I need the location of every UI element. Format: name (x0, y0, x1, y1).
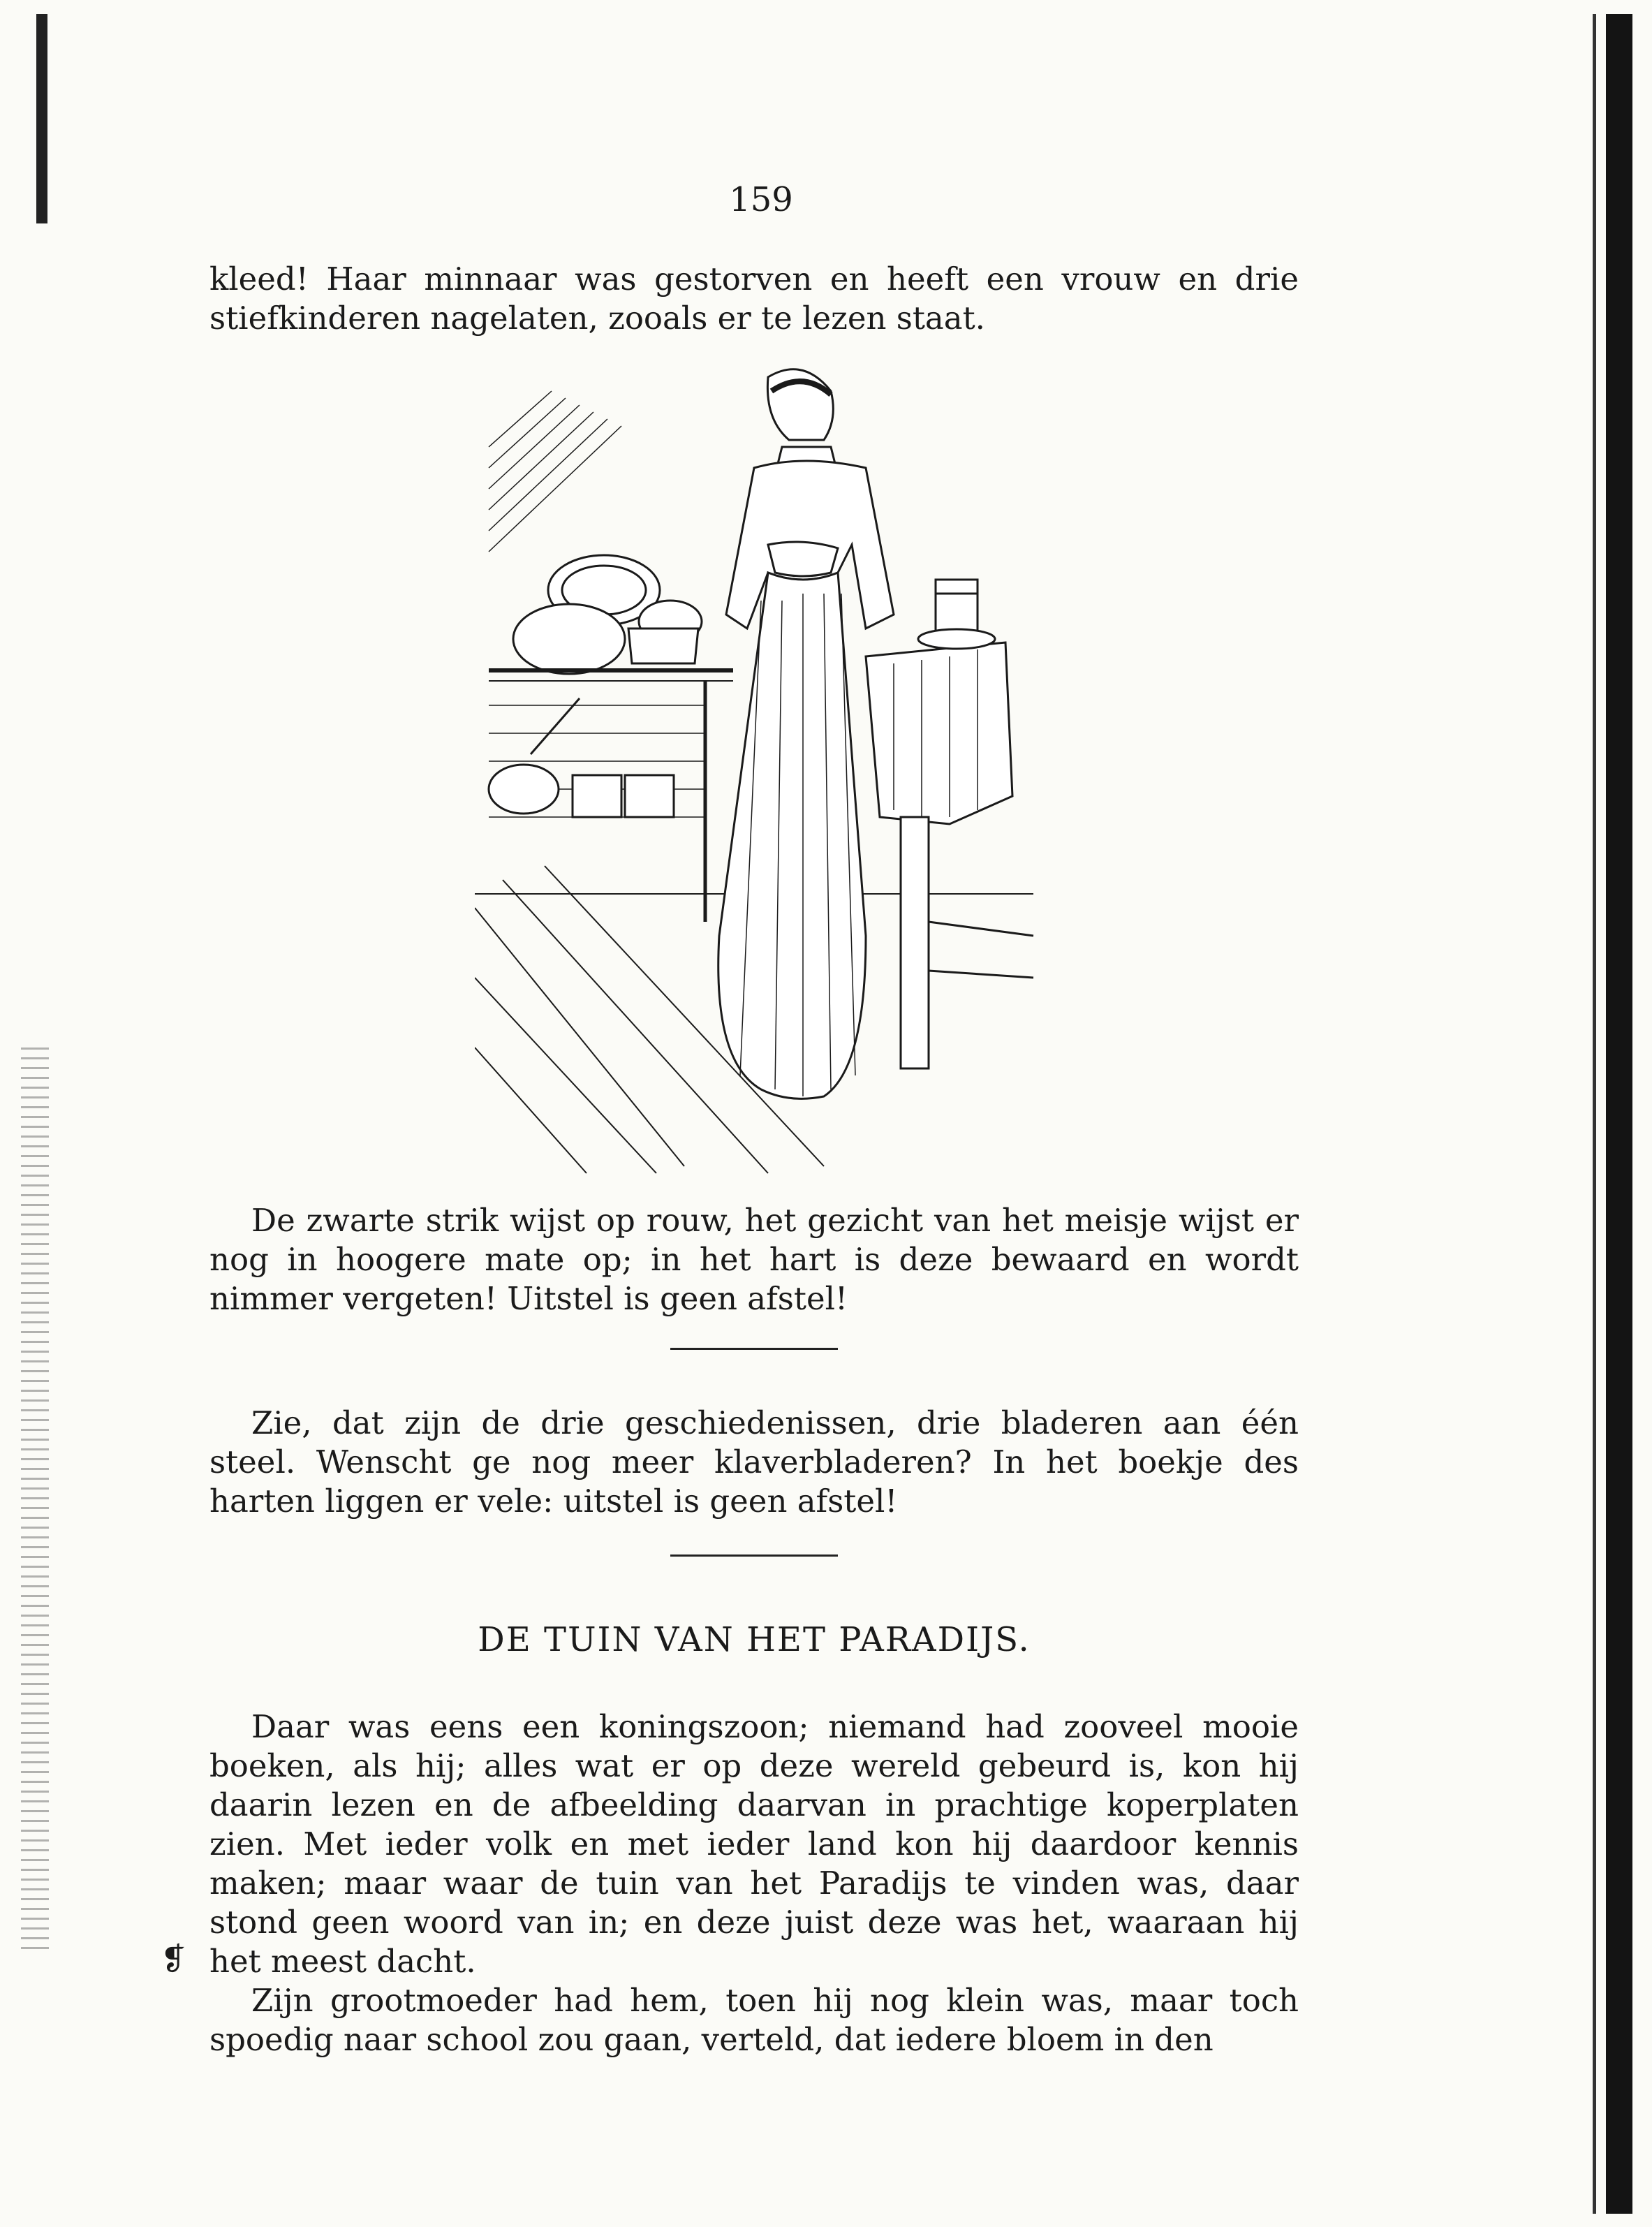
conclusion-paragraph (209, 1404, 1299, 1521)
top-paragraph (209, 260, 1299, 338)
page-number: 159 (729, 180, 793, 219)
paragraph-zwarte-strik: De zwarte strik wijst op rouw, het gezicht van het meisje wijst er nog in hoogere mate op; in het hart is deze bewaard en wordt nimmer vergeten! Uitstel is geen afstel! (209, 1202, 1299, 1317)
right-binding-line (1593, 14, 1596, 2214)
middle-paragraph (209, 1201, 1299, 1318)
right-binding-edge (1606, 14, 1632, 2214)
paragraph-grootmoeder: Zijn grootmoeder had hem, toen hij nog klein was, maar toch spoedig naar school zou gaan, verteld, dat iedere bloem in den (209, 1982, 1299, 2058)
section-rule-2 (670, 1555, 838, 1557)
chapter-heading: DE TUIN VAN HET PARADIJS. (478, 1620, 1031, 1659)
left-binding-edge (36, 14, 47, 223)
woman-in-kitchen-illustration (475, 363, 1068, 1180)
paragraph-kleed: kleed! Haar minnaar was gestorven en heeft een vrouw en drie stiefkinderen nagelaten, zooals er te lezen staat. (209, 260, 1299, 337)
margin-mark-icon: ❡ (161, 1941, 186, 1977)
section-rule-1 (670, 1348, 838, 1350)
paragraph-koningszoon: Daar was eens een koningszoon; niemand had zooveel mooie boeken, als hij; alles wat er op deze wereld gebeurd is, kon hij daarin lezen en de afbeelding daarvan in prachtige koperplaten zien. Met ieder volk en met ieder land kon hij daardoor kennis maken; maar waar de tuin van het Paradijs te vinden was, daar stond geen woord van in; en deze juist deze was het, waaraan hij het meest dacht. (209, 1708, 1299, 1980)
paragraph-zie: Zie, dat zijn de drie geschiedenissen, drie bladeren aan één steel. Wenscht ge nog meer klaverbladeren? In het boekje des harten liggen er vele: uitstel is geen afstel! (209, 1404, 1299, 1520)
left-margin-specks (21, 1048, 49, 1955)
bottom-paragraphs (209, 1707, 1299, 2059)
